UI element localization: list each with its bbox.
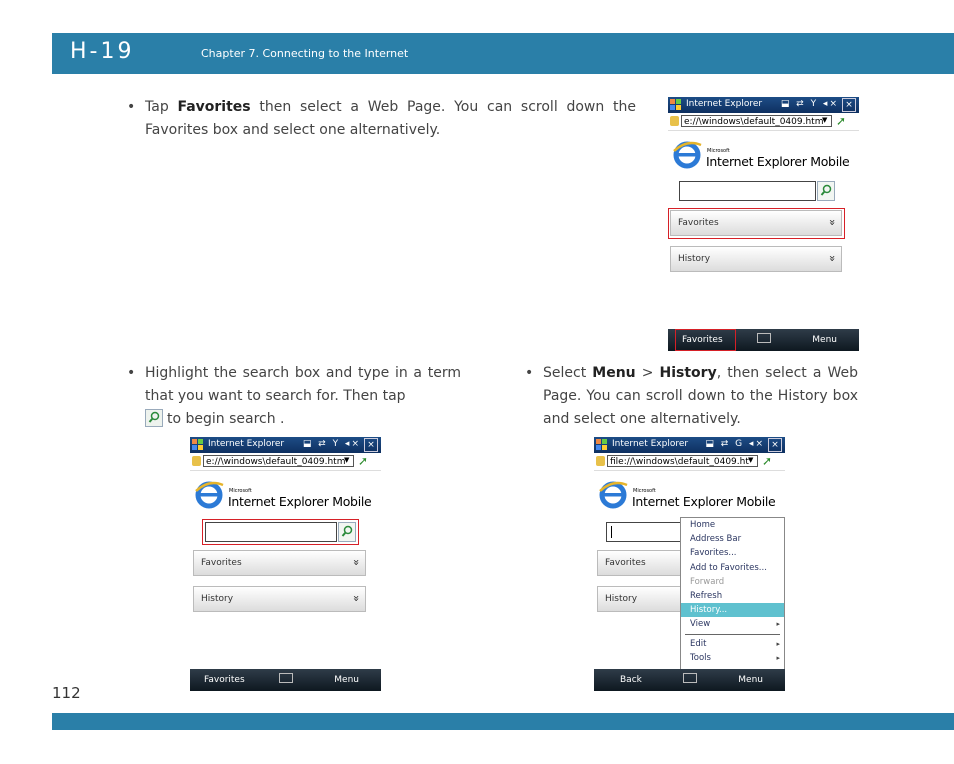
windows-logo-icon [596, 439, 608, 451]
search-input[interactable] [679, 181, 816, 201]
soft-key-bar [190, 669, 381, 691]
screenshot-favorites [668, 97, 859, 351]
menu-item-add-to-favorites[interactable]: Add to Favorites... [690, 562, 767, 573]
ie-logo-icon [672, 139, 702, 169]
favorites-box[interactable]: Favorites » [193, 550, 366, 576]
softkey-back[interactable]: Back [620, 675, 642, 685]
microsoft-label: Microsoft [633, 488, 656, 494]
go-arrow-icon[interactable]: ➚ [836, 114, 847, 128]
history-box[interactable]: History » [670, 246, 842, 272]
page-number: 112 [52, 684, 81, 702]
lock-icon [596, 456, 605, 466]
menu-item-history[interactable]: History... [681, 603, 784, 617]
menu-item-address-bar[interactable]: Address Bar [690, 534, 742, 545]
double-chevron-down-icon: » [826, 255, 840, 262]
soft-key-bar [594, 669, 785, 691]
status-icons: ⬓ ⇄ G ◂× [705, 439, 765, 449]
dropdown-arrow-icon[interactable]: ▼ [748, 456, 754, 464]
title-bar [594, 437, 785, 453]
status-icons: ⬓ ⇄ Y ◂× [780, 99, 839, 109]
model-name: H-19 [70, 39, 135, 64]
menu-item-view[interactable]: View ▸ [690, 619, 780, 630]
menu-item-favorites[interactable]: Favorites... [690, 548, 737, 559]
keyboard-icon[interactable] [683, 673, 697, 683]
address-bar [594, 453, 785, 471]
softkey-favorites-highlight [675, 329, 736, 351]
title-bar [190, 437, 381, 453]
microsoft-label: Microsoft [229, 488, 252, 494]
submenu-arrow-icon: ▸ [776, 639, 780, 648]
double-chevron-down-icon: » [350, 595, 364, 602]
instruction-history: • Select Menu > History, then select a Web Page. You can scroll down to the History box and select one alternatively. [525, 365, 858, 427]
keyboard-icon[interactable] [279, 673, 293, 683]
app-title: Internet Explorer [208, 439, 285, 449]
app-title: Internet Explorer [612, 439, 689, 449]
favorites-box[interactable]: Favorites » [670, 210, 842, 236]
search-input[interactable] [606, 522, 686, 542]
address-input[interactable]: file://\windows\default_0409.ht [607, 455, 758, 467]
search-button[interactable] [817, 181, 835, 201]
lock-icon [670, 116, 679, 126]
ie-logo-icon [194, 479, 224, 509]
ie-logo-icon [598, 479, 628, 509]
context-menu [680, 517, 785, 671]
submenu-arrow-icon: ▸ [776, 620, 780, 629]
title-bar [668, 97, 859, 113]
search-icon [145, 409, 163, 427]
close-icon[interactable]: × [842, 98, 856, 112]
chapter-title: Chapter 7. Connecting to the Internet [201, 47, 409, 60]
screenshot-search [190, 437, 381, 691]
instruction-favorites: • Tap Favorites then select a Web Page. You can scroll down the Favorites box and select one alternatively. [127, 99, 636, 138]
favorites-highlight [668, 208, 845, 239]
double-chevron-down-icon: » [826, 219, 840, 226]
history-box[interactable]: History » [193, 586, 366, 612]
microsoft-label: Microsoft [707, 148, 730, 154]
softkey-menu[interactable]: Menu [812, 335, 837, 345]
menu-item-forward[interactable]: Forward [690, 576, 725, 587]
double-chevron-down-icon: » [350, 559, 364, 566]
menu-divider [685, 634, 780, 635]
search-highlight [202, 519, 359, 545]
softkey-favorites[interactable]: Favorites [204, 675, 245, 685]
dropdown-arrow-icon[interactable]: ▼ [822, 116, 828, 124]
go-arrow-icon[interactable]: ➚ [762, 454, 773, 468]
history-box[interactable]: History [597, 586, 687, 612]
ie-mobile-name: Internet Explorer Mobile [706, 154, 850, 169]
ie-mobile-name: Internet Explorer Mobile [228, 494, 372, 509]
menu-item-refresh[interactable]: Refresh [690, 590, 723, 601]
go-arrow-icon[interactable]: ➚ [358, 454, 369, 468]
close-icon[interactable]: × [768, 438, 782, 452]
address-bar [668, 113, 859, 131]
screenshot-history [594, 437, 785, 691]
app-title: Internet Explorer [686, 99, 763, 109]
address-input[interactable]: e://\windows\default_0409.htm [203, 455, 354, 467]
submenu-arrow-icon: ▸ [776, 653, 780, 662]
address-input[interactable]: e://\windows\default_0409.htm [681, 115, 832, 127]
dropdown-arrow-icon[interactable]: ▼ [344, 456, 350, 464]
softkey-menu[interactable]: Menu [334, 675, 359, 685]
page-header [52, 33, 954, 74]
keyboard-icon[interactable] [757, 333, 771, 343]
menu-item-edit[interactable]: Edit ▸ [690, 638, 780, 649]
softkey-favorites[interactable]: Favorites [682, 335, 723, 345]
menu-item-home[interactable]: Home [690, 520, 716, 530]
menu-item-tools[interactable]: Tools ▸ [690, 652, 780, 663]
status-icons: ⬓ ⇄ Y ◂× [302, 439, 361, 449]
instruction-search: • Highlight the search box and type in a term that you want to search for. Then tap to begin search . [127, 365, 461, 427]
favorites-box[interactable]: Favorites [597, 550, 687, 576]
ie-mobile-name: Internet Explorer Mobile [632, 494, 776, 509]
windows-logo-icon [670, 99, 682, 111]
close-icon[interactable]: × [364, 438, 378, 452]
lock-icon [192, 456, 201, 466]
windows-logo-icon [192, 439, 204, 451]
softkey-menu[interactable]: Menu [738, 675, 763, 685]
address-bar [190, 453, 381, 471]
page-footer-bar [52, 713, 954, 730]
